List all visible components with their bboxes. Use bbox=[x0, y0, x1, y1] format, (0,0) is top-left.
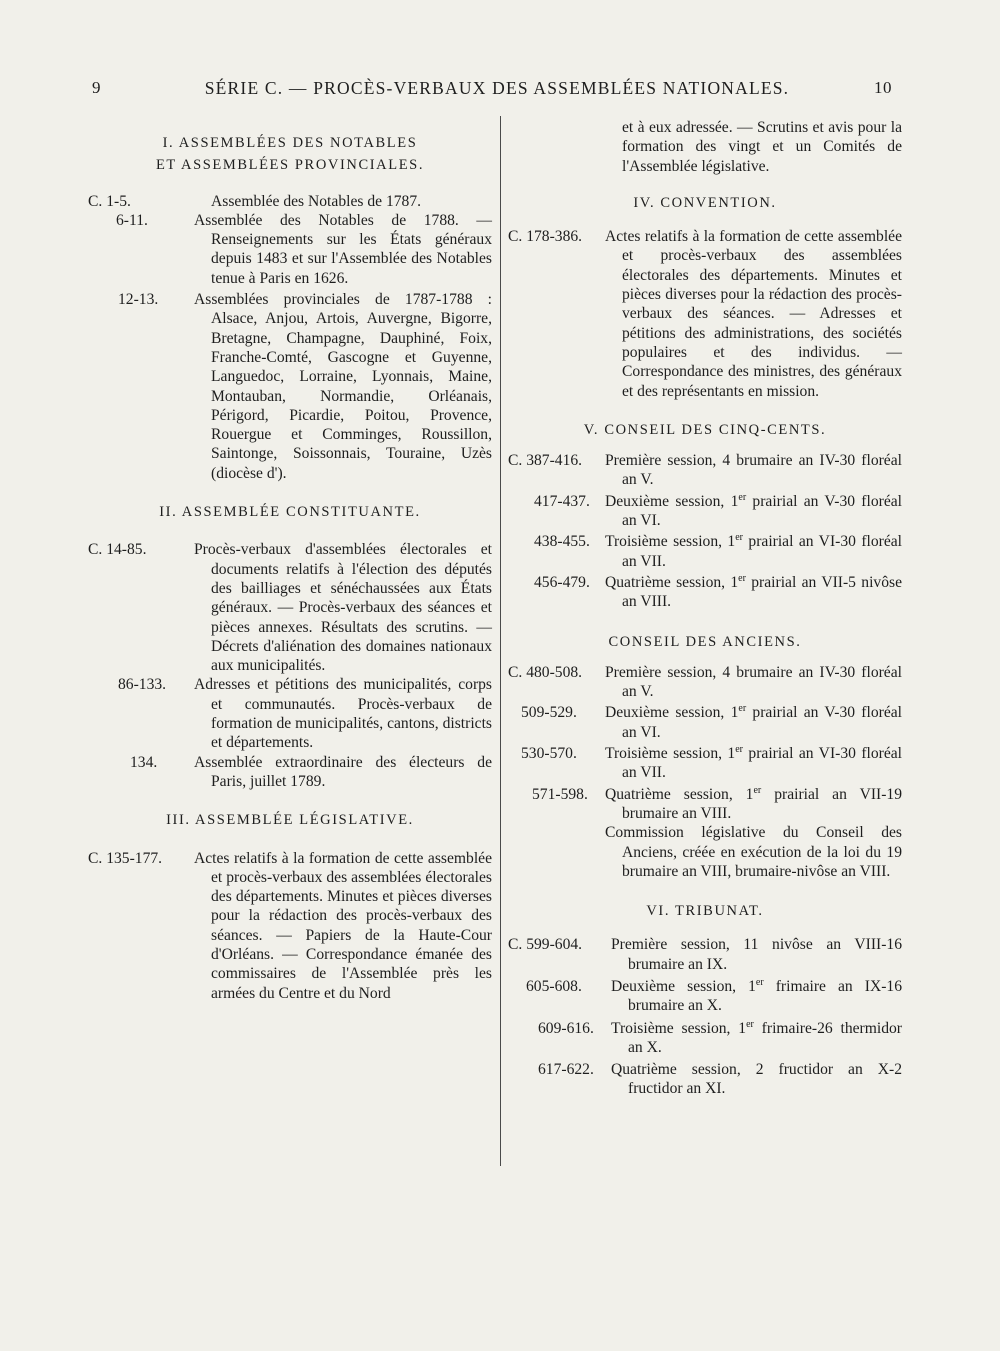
inventory-entry bbox=[508, 935, 902, 974]
entry-reference: C. 178-386. bbox=[508, 228, 583, 246]
section-heading-cinq-cents: V. CONSEIL DES CINQ-CENTS. bbox=[583, 421, 827, 438]
inventory-entry bbox=[508, 1060, 902, 1099]
entry-reference: C. 599-604. bbox=[508, 936, 583, 954]
entry-description: Assemblée des Notables de 1788. — Renseignements sur les États généraux depuis 1483 et sur l'Assemblée des Notables tenue à Paris en 1626. bbox=[194, 211, 492, 287]
ordinal-superscript: er bbox=[738, 491, 747, 503]
right-column bbox=[508, 118, 902, 1099]
entry-description: et à eux adressée. — Scrutins et avis pour la formation des vingt et un Comités de l'Assemblée législative. bbox=[622, 119, 902, 175]
entry-text: prairial an V-30 floréal an VI. bbox=[622, 492, 902, 530]
entry-reference: C. 14-85. bbox=[88, 541, 147, 559]
entry-description bbox=[605, 744, 902, 783]
entry-description: Procès-verbaux d'assemblées électorales et documents relatifs à l'élection des députés des bailliages et sénéchaussées aux États généraux. — Procès-verbaux des séances et pièces annexes. Résultats des scrutins. — Décrets d'aliénation des domaines nationaux aux municipalités. bbox=[194, 541, 492, 675]
section-heading-legislative: III. ASSEMBLÉE LÉGISLATIVE. bbox=[166, 812, 414, 829]
inventory-entry bbox=[88, 211, 492, 288]
entry-description bbox=[611, 977, 902, 1016]
ordinal-superscript: er bbox=[735, 743, 744, 755]
inventory-entry bbox=[508, 977, 902, 1016]
entry-reference: 617-622. bbox=[538, 1061, 594, 1079]
ordinal-superscript: er bbox=[753, 784, 762, 796]
entry-text: Troisième session, 1 bbox=[611, 1019, 747, 1037]
entry-description bbox=[605, 492, 902, 531]
entry-reference: 12-13. bbox=[118, 291, 159, 309]
section-heading-constituante: II. ASSEMBLÉE CONSTITUANTE. bbox=[159, 504, 421, 521]
inventory-entry bbox=[88, 192, 492, 211]
entry-text: Troisième session, 1 bbox=[605, 745, 736, 763]
section-heading-notables bbox=[88, 134, 492, 176]
inventory-entry bbox=[508, 573, 902, 612]
entry-reference: C. 1-5. bbox=[88, 192, 131, 210]
entry-description bbox=[611, 1019, 902, 1058]
entry-description bbox=[605, 703, 902, 742]
entry-text: Deuxième session, 1 bbox=[611, 977, 756, 995]
inventory-entry bbox=[508, 492, 902, 531]
entry-reference: 6-11. bbox=[116, 211, 148, 229]
entry-description: Assemblée des Notables de 1787. bbox=[211, 192, 422, 210]
entry-description: Actes relatifs à la formation de cette assemblée et procès-verbaux des assemblées électorales des départements. Minutes et pièces diverses pour la rédaction des procès-verbaux des séances. — Papiers de la Haute-Cour d'Orléans. — Correspondance émanée des commissaires de l'Assemblée près les armées du Centre et du Nord bbox=[194, 849, 492, 1002]
entry-description: Actes relatifs à la formation de cette assemblée et procès-verbaux des assemblées électorales des départements. Minutes et pièces diverses pour la rédaction des procès-verbaux des séances. — Adresses et pétitions des administrations, des sociétés populaires et des individus. — Correspondance des ministres, des généraux et des représentants en mission. bbox=[605, 228, 902, 400]
entry-description: Première session, 11 nivôse an VIII-16 brumaire an IX. bbox=[611, 936, 902, 973]
section-heading-tribunat: VI. TRIBUNAT. bbox=[646, 903, 764, 920]
entry-text: prairial an VI-30 floréal an VII. bbox=[622, 533, 903, 570]
entry-text: prairial an VI-30 floréal an VII. bbox=[622, 745, 903, 782]
entry-reference: 605-608. bbox=[526, 977, 582, 995]
entry-description: Assemblées provinciales de 1787-1788 : Alsace, Anjou, Artois, Auvergne, Bigorre, Bretagne, Champagne, Dauphiné, Foix, Franche-Comté, Gascogne et Guyenne, Languedoc, Lorraine, Lyonnais, Maine, Montauban, Normandie, Orléanais, Périgord, Picardie, Poitou, Provence, Rouergue et Comminges, Roussillon, Saintonge, Soissonnais, Touraine, Uzès (diocèse d'). bbox=[194, 291, 492, 482]
entry-reference: C. 135-177. bbox=[88, 849, 163, 867]
inventory-entry bbox=[508, 823, 902, 881]
section-heading-line: ET ASSEMBLÉES PROVINCIALES. bbox=[155, 157, 425, 174]
entry-description bbox=[605, 573, 902, 612]
inventory-entry-continued bbox=[508, 118, 902, 176]
page-number-left: 9 bbox=[92, 78, 101, 97]
inventory-entry bbox=[88, 675, 492, 752]
inventory-entry bbox=[508, 744, 902, 783]
entry-description: Quatrième session, 2 fructidor an X-2 fructidor an XI. bbox=[611, 1061, 902, 1098]
entry-reference: 571-598. bbox=[532, 785, 588, 803]
entry-reference: 509-529. bbox=[521, 704, 577, 722]
entry-reference: C. 480-508. bbox=[508, 663, 583, 681]
left-column bbox=[88, 116, 492, 1003]
ordinal-superscript: er bbox=[755, 976, 764, 988]
inventory-entry bbox=[508, 703, 902, 742]
entry-description bbox=[605, 785, 902, 824]
inventory-entry bbox=[88, 290, 492, 483]
inventory-entry bbox=[88, 540, 492, 675]
entry-reference: 134. bbox=[130, 753, 158, 771]
ordinal-superscript: er bbox=[735, 532, 744, 544]
entry-reference: 456-479. bbox=[534, 573, 590, 591]
section-heading-convention: IV. CONVENTION. bbox=[633, 194, 777, 211]
inventory-entry bbox=[508, 1019, 902, 1058]
entry-text: prairial an VII-19 brumaire an VIII. bbox=[622, 785, 902, 822]
ordinal-superscript: er bbox=[746, 1018, 754, 1030]
column-divider bbox=[500, 116, 501, 1166]
entry-description bbox=[605, 532, 902, 571]
inventory-entry bbox=[88, 849, 492, 1003]
ordinal-superscript: er bbox=[738, 703, 747, 715]
entry-text: Deuxième session, 1 bbox=[605, 704, 739, 722]
inventory-entry bbox=[508, 532, 902, 571]
entry-reference: 530-570. bbox=[521, 745, 577, 763]
entry-text: Deuxième session, 1 bbox=[605, 492, 739, 510]
entry-reference: 86-133. bbox=[118, 676, 167, 694]
inventory-entry bbox=[508, 785, 902, 824]
ordinal-superscript: er bbox=[738, 572, 746, 584]
entry-description: Assemblée extraordinaire des électeurs de Paris, juillet 1789. bbox=[194, 753, 492, 790]
page-number-right: 10 bbox=[874, 78, 892, 97]
entry-reference: 417-437. bbox=[534, 492, 590, 510]
inventory-entry bbox=[508, 663, 902, 702]
entry-text: Troisième session, 1 bbox=[605, 533, 736, 551]
entry-description: Adresses et pétitions des municipalités, corps et communautés. Procès-verbaux de formation de municipalités, cantons, districts et départements. bbox=[194, 676, 492, 752]
entry-text: prairial an VII-5 nivôse an VIII. bbox=[622, 573, 902, 611]
entry-description: Commission législative du Conseil des Anciens, créée en exécution de la loi du 19 brumaire an VIII, brumaire-nivôse an VIII. bbox=[605, 824, 902, 880]
entry-description: Première session, 4 brumaire an IV-30 floréal an V. bbox=[605, 452, 902, 489]
entry-text: frimaire an IX-16 brumaire an X. bbox=[628, 977, 902, 1015]
section-heading-line: I. ASSEMBLÉES DES NOTABLES bbox=[162, 135, 418, 151]
entry-text: frimaire-26 thermidor an X. bbox=[628, 1019, 903, 1056]
entry-text: Quatrième session, 1 bbox=[605, 573, 739, 591]
entry-reference: 438-455. bbox=[534, 533, 590, 551]
inventory-entry bbox=[88, 753, 492, 792]
entry-text: Quatrième session, 1 bbox=[605, 785, 754, 803]
entry-reference: 609-616. bbox=[538, 1019, 594, 1037]
inventory-entry bbox=[508, 227, 902, 401]
entry-reference: C. 387-416. bbox=[508, 452, 583, 470]
section-heading-anciens: CONSEIL DES ANCIENS. bbox=[608, 633, 802, 650]
entry-text: prairial an V-30 floréal an VI. bbox=[622, 704, 902, 741]
running-title: SÉRIE C. — PROCÈS-VERBAUX DES ASSEMBLÉES NATIONALES. bbox=[204, 78, 790, 98]
entry-description: Première session, 4 brumaire an IV-30 floréal an V. bbox=[605, 663, 902, 701]
inventory-entry bbox=[508, 451, 902, 490]
